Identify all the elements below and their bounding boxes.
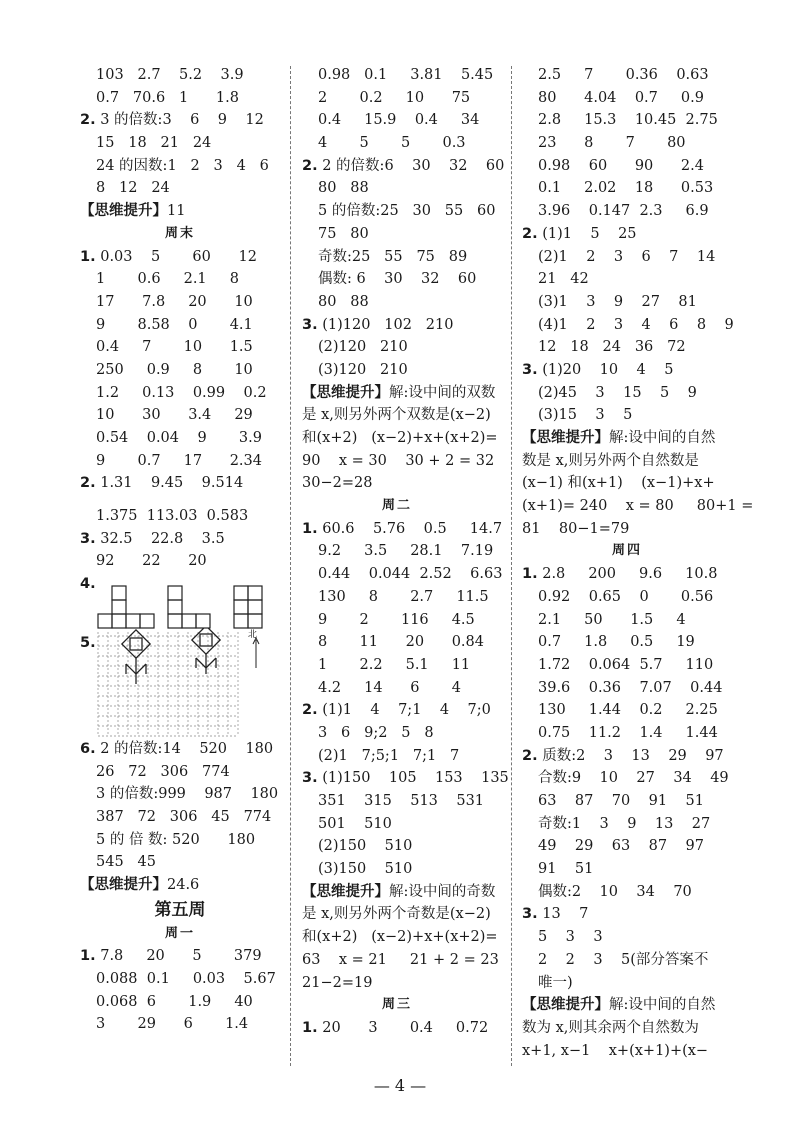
- answer-row: 49 29 63 87 97: [538, 838, 704, 855]
- answer-row: 9 8.58 0 4.1: [96, 316, 253, 333]
- thinking-text: 30−2=28: [302, 475, 373, 492]
- answer-row: (1)20 10 4 5: [542, 361, 674, 378]
- answer-row: 2.1 50 1.5 4: [538, 611, 686, 628]
- answer-row: 唯一): [538, 974, 573, 991]
- answer-row: (2)45 3 15 5 9: [538, 384, 697, 401]
- answer-row: 偶数:2 10 34 70: [538, 883, 692, 900]
- dotted-grid: [96, 628, 266, 738]
- cube-views-figure: [80, 584, 280, 630]
- answer-row: (1)120 102 210: [322, 316, 454, 333]
- answer-row: 1.31 9.45 9.514: [100, 475, 244, 492]
- thinking-label: 【思维提升】: [522, 430, 609, 446]
- thinking-label: 【思维提升】: [302, 384, 389, 401]
- thinking-text: 数是 x,则另外两个自然数是: [522, 452, 699, 469]
- answer-row: 17 7.8 20 10: [96, 293, 253, 310]
- thinking-text: 数为 x,则其余两个自然数为: [522, 1019, 699, 1036]
- answer-row: 3 的倍数:999 987 180: [96, 786, 279, 803]
- answer-row: 质数:2 3 13 29 97: [542, 747, 724, 764]
- thinking-text: 解:设中间的双数: [389, 384, 496, 401]
- cube-view-1: [96, 584, 156, 630]
- answer-row: 32.5 22.8 3.5: [100, 530, 225, 547]
- thinking-text: (x−1) 和(x+1) (x−1)+x+: [522, 475, 715, 492]
- answer-text: 3 的倍数:3 6 9 12: [100, 112, 264, 129]
- section-heading-thursday: 周四: [611, 543, 642, 559]
- answer-row: (1)1 4 7;1 4 7;0: [322, 702, 491, 719]
- answer-row: (2)1 2 3 6 7 14: [538, 248, 716, 265]
- answer-row: (2)150 510: [318, 838, 413, 855]
- answer-row: 0.03 5 60 12: [100, 248, 257, 265]
- answer-row: 3 6 9;2 5 8: [318, 724, 434, 741]
- answer-row: 2 0.2 10 75: [318, 89, 471, 106]
- column-divider-1: [290, 66, 291, 1066]
- thinking-label: 【思维提升】: [522, 997, 609, 1014]
- answer-row: 2 的倍数:6 30 32 60: [322, 157, 505, 174]
- answer-row: 23 8 7 80: [538, 135, 686, 152]
- answer-row: 1 0.6 2.1 8: [96, 271, 239, 288]
- answer-row: 9 2 116 4.5: [318, 611, 475, 628]
- answer-row: 0.44 0.044 2.52 6.63: [318, 566, 503, 583]
- answer-row: (3)15 3 5: [538, 407, 633, 424]
- question-number: 4.: [80, 576, 96, 593]
- answer-row: 21 42: [538, 271, 589, 288]
- question-number: 3.: [522, 906, 538, 923]
- question-number: 6.: [80, 740, 96, 757]
- north-label: 北: [248, 629, 258, 640]
- answer-row: 2.8 15.3 10.45 2.75: [538, 112, 718, 129]
- column-1: [80, 64, 280, 1036]
- thinking-text: 解:设中间的自然: [609, 997, 716, 1014]
- thinking-text: 63 x = 21 21 + 2 = 23: [302, 951, 499, 968]
- question-number: 3.: [80, 530, 96, 547]
- question-number: 2.: [80, 475, 96, 492]
- answer-row: 130 1.44 0.2 2.25: [538, 702, 718, 719]
- question-number: 1.: [522, 566, 538, 583]
- answer-row: 3 29 6 1.4: [96, 1016, 249, 1033]
- answer-row: 2.8 200 9.6 10.8: [542, 566, 718, 583]
- answer-row: 0.088 0.1 0.03 5.67: [96, 971, 276, 987]
- answer-row: 5 的 倍 数: 520 180: [96, 831, 256, 848]
- answer-row: (3)120 210: [318, 361, 408, 378]
- answer-row: 26 72 306 774: [96, 763, 230, 780]
- thinking-text: 是 x,则另外两个双数是(x−2): [302, 407, 491, 424]
- answer-row: 501 510: [318, 815, 392, 832]
- answer-row: 1.375 113.03 0.583: [96, 508, 249, 525]
- answer-row: 奇数:25 55 75 89: [318, 248, 468, 265]
- answer-row: 3.96 0.147 2.3 6.9: [538, 203, 709, 220]
- answer-row: 0.98 60 90 2.4: [538, 157, 704, 174]
- section-heading-monday: 周一: [164, 925, 195, 941]
- answer-row: (4)1 2 3 4 6 8 9: [538, 316, 734, 333]
- thinking-text: 90 x = 30 30 + 2 = 32: [302, 452, 495, 469]
- answer-row: 80 88: [318, 293, 369, 310]
- section-heading-tuesday: 周二: [381, 498, 412, 514]
- answer-row: (1)1 5 25: [542, 225, 637, 242]
- thinking-text: 解:设中间的自然: [609, 430, 716, 446]
- answer-row: (2)1 7;5;1 7;1 7: [318, 747, 460, 764]
- answer-row: 60.6 5.76 0.5 14.7: [322, 520, 503, 537]
- answer-row: 0.1 2.02 18 0.53: [538, 180, 714, 197]
- answer-row: 250 0.9 8 10: [96, 361, 253, 378]
- thinking-label: 【思维提升】: [80, 876, 167, 893]
- answer-row: 0.4 7 10 1.5: [96, 339, 253, 356]
- cube-view-3: [232, 584, 268, 630]
- answer-row: (1)150 105 153 135: [322, 770, 509, 787]
- answer-row: 0.4 15.9 0.4 34: [318, 112, 480, 129]
- grid-drawing-figure: [80, 628, 280, 738]
- thinking-text: 和(x+2) (x−2)+x+(x+2)=: [302, 929, 498, 946]
- answer-row: 9 0.7 17 2.34: [96, 452, 262, 469]
- answer-row: 387 72 306 45 774: [96, 808, 272, 825]
- answer-row: 91 51: [538, 861, 594, 878]
- thinking-label: 【思维提升】: [302, 883, 389, 900]
- question-number: 2.: [522, 225, 538, 242]
- question-number: 1.: [80, 948, 96, 965]
- thinking-text: 是 x,则另外两个奇数是(x−2): [302, 906, 491, 923]
- answer-row: 4.2 14 6 4: [318, 679, 461, 696]
- answer-row: 130 8 2.7 11.5: [318, 588, 489, 605]
- answer-row: 1 2.2 5.1 11: [318, 656, 471, 673]
- question-number: 1.: [80, 248, 96, 265]
- section-heading-wednesday: 周三: [381, 997, 412, 1013]
- answer-row: 351 315 513 531: [318, 793, 485, 809]
- answer-row: 1.2 0.13 0.99 0.2: [96, 384, 267, 401]
- page-number: — 4 —: [373, 1076, 427, 1095]
- answer-row: 92 22 20: [96, 553, 207, 570]
- answer-row: 2 的倍数:14 520 180: [100, 740, 274, 757]
- answer-row: 10 30 3.4 29: [96, 407, 253, 424]
- thinking-answer: 11: [167, 203, 186, 220]
- week-heading: 第五周: [154, 899, 206, 920]
- column-3: [522, 64, 754, 1062]
- answer-row: (3)150 510: [318, 861, 413, 878]
- answer-row: 75 80: [318, 225, 369, 242]
- answer-row: 39.6 0.36 7.07 0.44: [538, 679, 723, 696]
- answer-row: (2)120 210: [318, 339, 408, 356]
- answer-row: 24 的因数:1 2 3 4 6: [96, 157, 269, 174]
- answer-row: 0.92 0.65 0 0.56: [538, 588, 714, 605]
- answer-row: 4 5 5 0.3: [318, 135, 466, 152]
- column-divider-2: [511, 66, 512, 1066]
- answer-row: 80 4.04 0.7 0.9: [538, 89, 704, 106]
- question-number: 1.: [302, 1019, 318, 1036]
- answer-row: 0.54 0.04 9 3.9: [96, 430, 262, 446]
- question-number: 2.: [522, 747, 538, 764]
- question-number: 2.: [302, 157, 318, 174]
- thinking-text: 解:设中间的奇数: [389, 883, 496, 900]
- answer-row: 0.068 6 1.9 40: [96, 993, 253, 1010]
- question-number: 3.: [302, 770, 318, 787]
- answer-row: 0.7 1.8 0.5 19: [538, 634, 695, 651]
- answer-row: 20 3 0.4 0.72: [322, 1019, 489, 1036]
- answer-row: 545 45: [96, 854, 156, 871]
- thinking-text: x+1, x−1 x+(x+1)+(x−: [522, 1042, 709, 1059]
- column-2: [302, 64, 509, 1040]
- flower-shape-right: [192, 628, 220, 674]
- answer-row: 2 2 3 5(部分答案不: [538, 951, 709, 968]
- answer-row: 2.5 7 0.36 0.63: [538, 67, 709, 83]
- thinking-label: 【思维提升】: [80, 203, 167, 220]
- answer-row: 13 7: [542, 906, 589, 923]
- thinking-answer: 24.6: [167, 876, 200, 893]
- answer-row: 合数:9 10 27 34 49: [538, 770, 729, 787]
- answer-row: 7.8 20 5 379: [100, 948, 262, 965]
- thinking-text: 21−2=19: [302, 974, 373, 991]
- question-number: 3.: [522, 361, 538, 378]
- answer-row: 103 2.7 5.2 3.9: [96, 67, 244, 83]
- answer-row: (3)1 3 9 27 81: [538, 293, 697, 310]
- answer-row: 1.72 0.064 5.7 110: [538, 656, 714, 673]
- answer-row: 63 87 70 91 51: [538, 793, 704, 809]
- answer-row: 80 88: [318, 180, 369, 197]
- answer-row: 偶数: 6 30 32 60: [318, 271, 477, 288]
- answer-row: 0.7 70.6 1 1.8: [96, 89, 239, 106]
- cube-view-2: [166, 584, 222, 630]
- question-number: 2.: [302, 702, 318, 719]
- answer-row: 15 18 21 24: [96, 135, 212, 152]
- answer-row: 9.2 3.5 28.1 7.19: [318, 543, 494, 560]
- question-number: 1.: [302, 520, 318, 537]
- question-number: 5.: [80, 634, 96, 651]
- question-number: 2.: [80, 112, 96, 129]
- answer-row: 12 18 24 36 72: [538, 339, 686, 356]
- section-heading-weekend: 周末: [164, 225, 195, 241]
- thinking-text: (x+1)= 240 x = 80 80+1 =: [522, 498, 754, 515]
- answer-row: 奇数:1 3 9 13 27: [538, 815, 711, 832]
- answer-row: 0.98 0.1 3.81 5.45: [318, 67, 494, 83]
- thinking-text: 和(x+2) (x−2)+x+(x+2)=: [302, 430, 498, 446]
- answer-row: 5 的倍数:25 30 55 60: [318, 203, 496, 220]
- question-number: 3.: [302, 316, 318, 333]
- thinking-text: 81 80−1=79: [522, 520, 630, 537]
- answer-row: 0.75 11.2 1.4 1.44: [538, 724, 718, 741]
- answer-row: 8 12 24: [96, 180, 170, 197]
- answer-row: 8 11 20 0.84: [318, 634, 484, 651]
- answer-row: 5 3 3: [538, 929, 603, 946]
